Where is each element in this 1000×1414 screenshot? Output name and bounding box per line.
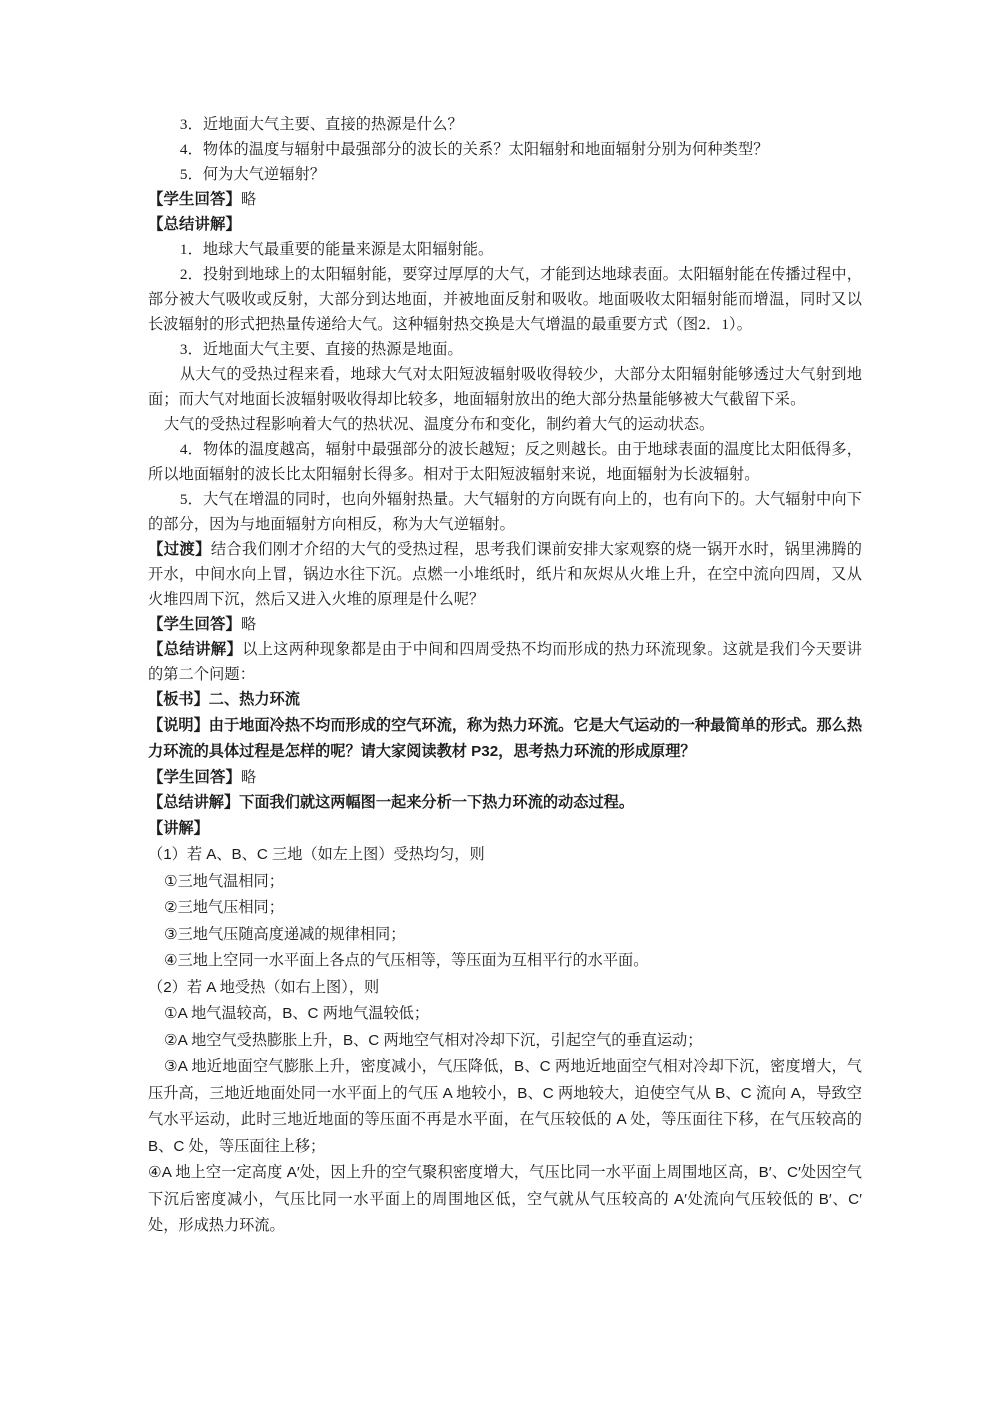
student-answer-tag-1: 【学生回答】 xyxy=(148,191,241,208)
summary-line-2 xyxy=(148,637,862,687)
student-answer-text-2: 略 xyxy=(240,616,257,633)
lecture-item-2-sub-2: ②A 地空气受热膨胀上升，B、C 两地空气相对冷却下沉，引起空气的垂直运动； xyxy=(163,1031,703,1049)
student-answer-text-1: 略 xyxy=(240,191,257,208)
explanation-note-line xyxy=(148,713,862,765)
summary-line-3 xyxy=(148,790,862,816)
summary-1-paragraph-2: 2．投射到地球上的太阳辐射能，要穿过厚厚的大气，才能到达地球表面。太阳辐射能在传播过程中，部分被大气吸收或反射，大部分到达地面，并被地面反射和吸收。地面吸收太阳辐射能而增温，同时又以长波辐射的形式把热量传递给大气。这种辐射热交换是大气增温的最重要方式（图2．1）。 xyxy=(148,266,862,333)
transition-line xyxy=(148,537,862,612)
summary-tag-3: 【总结讲解】 xyxy=(148,794,240,811)
summary-tag-1: 【总结讲解】 xyxy=(148,216,241,233)
lecture-item-2-sub-1: ①A 地气温较高，B、C 两地气温较低； xyxy=(163,1005,430,1022)
document-body xyxy=(148,112,867,1240)
lecture-item-2-sub-4: ④A 地上空一定高度 A′处，因上升的空气聚积密度增大，气压比同一水平面上周围地区高，B′、C′处因空气下沉后密度减小，气压比同一水平面上的周围地区低，空气就从气压较高的 A′处流向气压较低的 B′、C′处，形成热力环流。 xyxy=(148,1164,862,1234)
lecture-item-1-sub-3: ③三地气压随高度递减的规律相同； xyxy=(163,925,406,943)
summary-text-2: 以上这两种现象都是由于中间和四周受热不均而形成的热力环流现象。这就是我们今天要讲的第二个问题： xyxy=(148,641,862,683)
transition-tag: 【过渡】 xyxy=(148,541,211,558)
student-answer-tag-3: 【学生回答】 xyxy=(148,769,241,786)
summary-tag-2: 【总结讲解】 xyxy=(148,641,243,658)
blackboard-text: 二、热力环流 xyxy=(208,691,300,708)
summary-1-paragraph-7: 5．大气在增温的同时，也向外辐射热量。大气辐射的方向既有向上的，也有向下的。大气辐射中向下的部分，因为与地面辐射方向相反，称为大气逆辐射。 xyxy=(148,491,862,533)
summary-1-paragraph-5: 大气的受热过程影响着大气的热状况、温度分布和变化，制约着大气的运动状态。 xyxy=(163,416,715,433)
blackboard-line xyxy=(148,687,862,713)
lecture-item-2-head: （2）若 A 地受热（如右上图），则 xyxy=(148,978,380,996)
student-answer-line-2 xyxy=(148,612,862,637)
transition-text: 结合我们刚才介绍的大气的受热过程，思考我们课前安排大家观察的烧一锅开水时，锅里沸腾的开水，中间水向上冒，锅边水往下沉。点燃一小堆纸时，纸片和灰烬从火堆上升，在空中流向四周，又从火堆四周下沉，然后又进入火堆的原理是什么呢？ xyxy=(148,541,863,608)
summary-text-3: 下面我们就这两幅图一起来分析一下热力环流的动态过程。 xyxy=(239,794,634,811)
student-answer-text-3: 略 xyxy=(240,769,257,786)
summary-1-paragraph-6: 4．物体的温度越高，辐射中最强部分的波长越短；反之则越长。由于地球表面的温度比太阳低得多，所以地面辐射的波长比太阳辐射长得多。相对于太阳短波辐射来说，地面辐射为长波辐射。 xyxy=(148,441,862,483)
explanation-note-text: 由于地面冷热不均而形成的空气环流，称为热力环流。它是大气运动的一种最简单的形式。那么热力环流的具体过程是怎样的呢？请大家阅读教材 P32，思考热力环流的形成原理？ xyxy=(148,717,863,760)
lecture-item-1-head: （1）若 A、B、C 三地（如左上图）受热均匀，则 xyxy=(148,846,485,863)
student-answer-line-3 xyxy=(148,765,862,790)
summary-line-1 xyxy=(148,212,862,237)
question-item-4: 4．物体的温度与辐射中最强部分的波长的关系？太阳辐射和地面辐射分别为何种类型？ xyxy=(179,141,769,158)
question-item-3: 3．近地面大气主要、直接的热源是什么？ xyxy=(179,116,463,133)
lecture-line xyxy=(148,816,862,842)
lecture-item-1-sub-4: ④三地上空同一水平面上各点的气压相等，等压面为互相平行的水平面。 xyxy=(163,952,649,969)
blackboard-tag: 【板书】 xyxy=(148,691,209,708)
student-answer-tag-2: 【学生回答】 xyxy=(148,616,241,633)
explanation-note-tag: 【说明】 xyxy=(148,717,209,734)
summary-1-paragraph-3: 3．近地面大气主要、直接的热源是地面。 xyxy=(179,341,463,358)
lecture-item-2-sub-3: ③A 地近地面空气膨胀上升，密度减小，气压降低，B、C 两地近地面空气相对冷却下沉，密度增大，气压升高，三地近地面处同一水平面上的气压 A 地较小，B、C 两地较大，迫使空气从 B、C 流向 A，导致空气水平运动，此时三地近地面的等压面不再是水平面，在气压较低的 A 处，等压面往下移，在气压较高的 B、C 处，等压面往上移； xyxy=(148,1058,867,1155)
student-answer-line-1 xyxy=(148,187,862,212)
lecture-item-1-sub-1: ①三地气温相同； xyxy=(163,872,284,890)
lecture-item-1-sub-2: ②三地气压相同； xyxy=(163,899,284,916)
question-item-5: 5．何为大气逆辐射？ xyxy=(179,166,326,183)
summary-1-paragraph-1: 1．地球大气最重要的能量来源是太阳辐射能。 xyxy=(179,241,494,258)
lecture-tag: 【讲解】 xyxy=(148,820,209,837)
summary-1-paragraph-4: 从大气的受热过程来看，地球大气对太阳短波辐射吸收得较少，大部分太阳辐射能够透过大气射到地面；而大气对地面长波辐射吸收得却比较多，地面辐射放出的绝大部分热量能够被大气截留下采。 xyxy=(148,366,862,408)
